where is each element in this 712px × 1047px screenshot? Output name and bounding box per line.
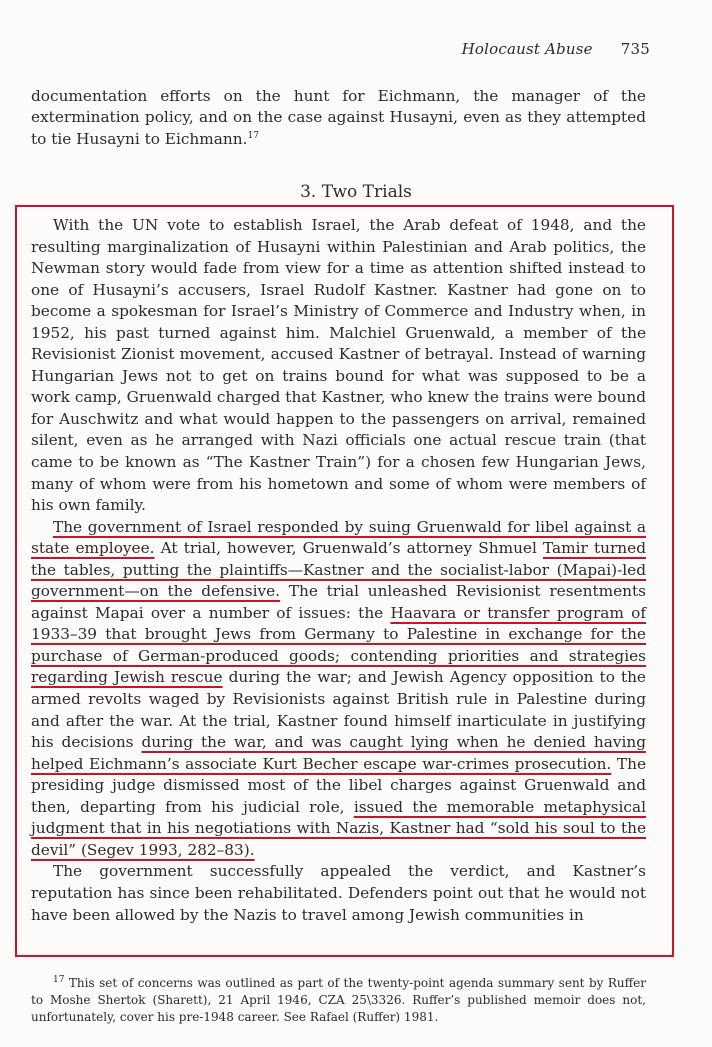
footnote-text: This set of concerns was outlined as part of the twenty-point agenda summary sent by Ruffer to Moshe Shertok (Sharett), 21 April 1946, CZA 25\3326. Ruffer’s published memoir does not, unfortunately, cover his pre-1948 career. See Rafael (Ruffer) 1981. bbox=[31, 976, 646, 1024]
underlined-passage: Haavara or transfer program of 1933–39 that brought Jews from Germany to Palestine in exchange for the purchase of German-produced goods; contending priorities and strategies regarding Jewish rescue bbox=[31, 603, 646, 687]
section-number: 3. bbox=[300, 182, 317, 202]
underlined-passage: issued the memorable metaphysical judgment that in his negotiations with Nazis, Kastner had “sold his soul to the devil” (Segev 1993, 282–83). bbox=[31, 797, 646, 859]
underlined-passage: Tamir turned the tables, putting the plaintiffs—Kastner and the socialist-labor (Mapai)-led government—on the defensive. bbox=[31, 539, 646, 601]
paragraph-2 bbox=[31, 517, 646, 862]
footnote-text-block bbox=[31, 975, 646, 1026]
underlined-passage: The government of Israel responded by suing Gruenwald for libel against a state employee. bbox=[31, 517, 646, 558]
running-title: Holocaust Abuse bbox=[461, 40, 593, 58]
section-heading bbox=[0, 182, 712, 202]
intro-text: documentation efforts on the hunt for Eichmann, the manager of the extermination policy, and on the case against Husayni, even as they attempted to tie Husayni to Eichmann. bbox=[31, 87, 646, 148]
text-run: At trial, however, Gruenwald’s attorney Shmuel bbox=[154, 539, 543, 558]
footnote-ref: 17 bbox=[247, 130, 259, 141]
paragraph-1: With the UN vote to establish Israel, the Arab defeat of 1948, and the resulting marginalization of Husayni within Palestinian and Arab politics, the Newman story would fade from view for a time as attention shifted instead to one of Husayni’s accusers, Israel Rudolf Kastner. Kastner had gone on to become a spokesman for Israel’s Ministry of Commerce and Industry when, in 1952, his past turned against him. Malchiel Gruenwald, a member of the Revisionist Zionist movement, accused Kastner of betrayal. Instead of warning Hungarian Jews not to get on trains bound for what was supposed to be a work camp, Gruenwald charged that Kastner, who knew the trains were bound for Auschwitz and what would happen to the passengers on arrival, remained silent, even as he arranged with Nazi officials one actual rescue train (that came to be known as “The Kastner Train”) for a chosen few Hungarian Jews, many of whom were from his hometown and some of whom were members of his own family. bbox=[31, 216, 646, 515]
section-body bbox=[31, 215, 646, 926]
footnote bbox=[31, 975, 646, 1026]
section-title: Two Trials bbox=[321, 182, 412, 202]
text-run: The trial unleashed Revisionist resentments against Mapai over a number of issues: the bbox=[31, 582, 646, 622]
text-run: The presiding judge dismissed most of the libel charges against Gruenwald and then, departing from his judicial role, bbox=[31, 754, 646, 816]
intro-paragraph bbox=[31, 86, 646, 150]
page-number: 735 bbox=[620, 40, 650, 58]
running-header bbox=[462, 40, 650, 58]
text-run: during the war; and Jewish Agency opposition to the armed revolts waged by Revisionists against British rule in Palestine during and after the war. At the trial, Kastner found himself inarticulate in justifying his decisions bbox=[31, 668, 646, 752]
paragraph-3: The government successfully appealed the verdict, and Kastner’s reputation has since been rehabilitated. Defenders point out that he would not have been allowed by the Nazis to travel among Jewish communities in bbox=[31, 862, 646, 924]
footnote-number: 17 bbox=[53, 975, 65, 985]
underlined-passage: during the war, and was caught lying when he denied having helped Eichmann’s associate Kurt Becher escape war-crimes prosecution. bbox=[31, 733, 646, 773]
